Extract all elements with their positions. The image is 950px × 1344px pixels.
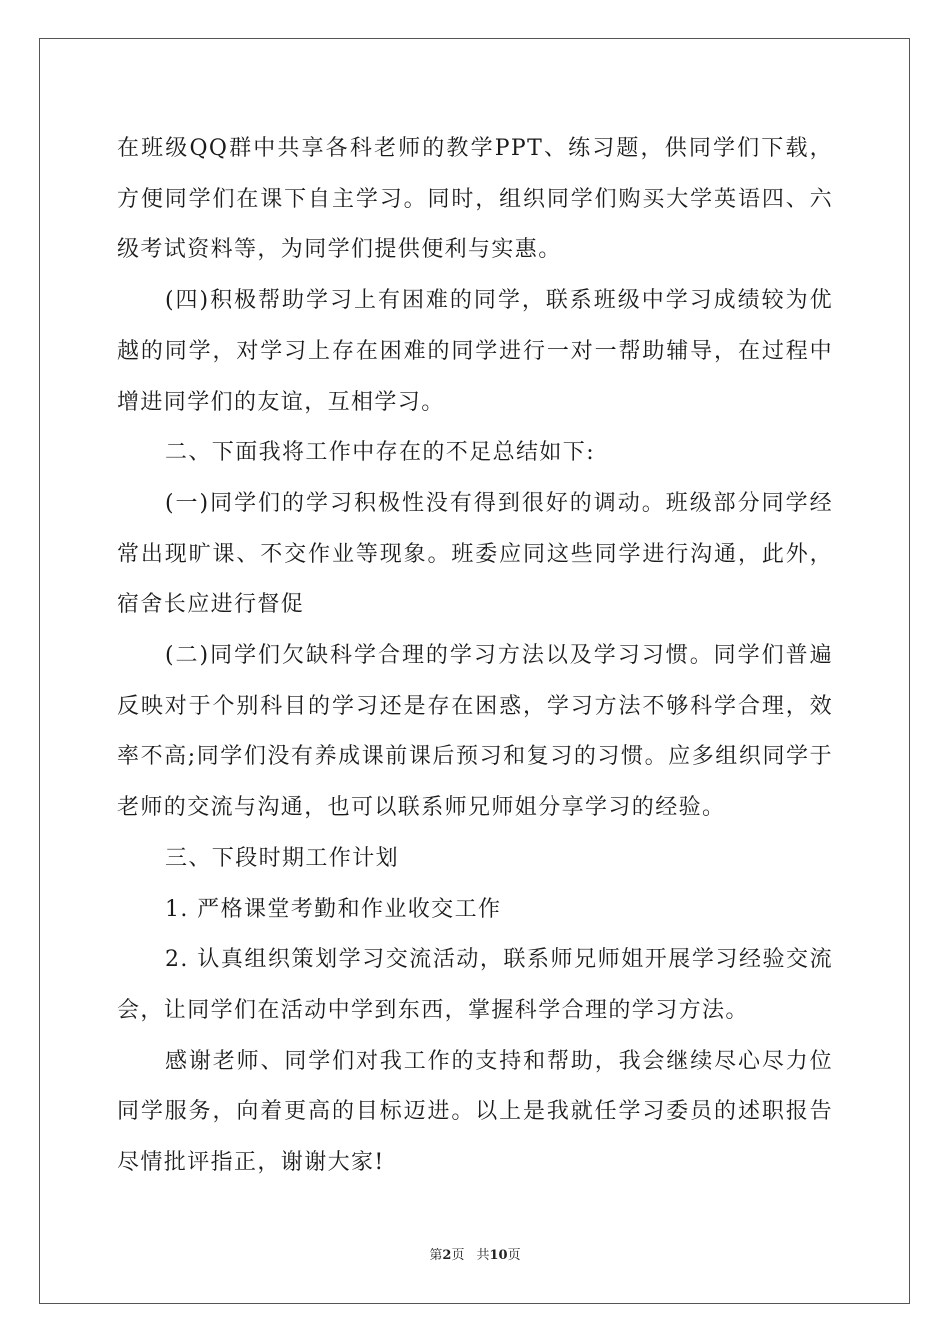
- paragraph-7-plan-item: 1. 严格课堂考勤和作业收交工作: [165, 896, 502, 922]
- total-page-number: 10: [489, 1248, 508, 1263]
- paragraph-9-closing: 感谢老师、同学们对我工作的支持和帮助，我会继续尽心尽力位同学服务，向着更高的目标迈进。以上是我就任学习委员的述职报告尽情批评指正，谢谢大家!: [117, 1048, 833, 1176]
- paragraph-8-plan-item: 2. 认真组织策划学习交流活动，联系师兄师姐开展学习经验交流会，让同学们在活动中学到东西，掌握科学合理的学习方法。: [117, 947, 833, 1023]
- paragraph-3-section-heading: 二、下面我将工作中存在的不足总结如下:: [165, 440, 596, 466]
- total-pages-label: 共10页: [476, 1248, 521, 1263]
- document-body: [117, 124, 833, 1189]
- paragraph-6-section-heading: 三、下段时期工作计划: [165, 845, 400, 871]
- page-number-label: 第2页: [429, 1248, 465, 1263]
- paragraph-4: (一)同学们的学习积极性没有得到很好的调动。班级部分同学经常出现旷课、不交作业等现象。班委应同这些同学进行沟通，此外，宿舍长应进行督促: [117, 490, 833, 618]
- paragraph-5: (二)同学们欠缺科学合理的学习方法以及学习习惯。同学们普遍反映对于个别科目的学习还是存在困惑，学习方法不够科学合理，效率不高;同学们没有养成课前课后预习和复习的习惯。应多组织同学于老师的交流与沟通，也可以联系师兄师姐分享学习的经验。: [117, 643, 833, 821]
- page-footer: [0, 1247, 950, 1265]
- paragraph-1: 在班级QQ群中共享各科老师的教学PPT、练习题，供同学们下载，方便同学们在课下自主学习。同时，组织同学们购买大学英语四、六级考试资料等，为同学们提供便利与实惠。: [117, 136, 833, 263]
- paragraph-2: (四)积极帮助学习上有困难的同学，联系班级中学习成绩较为优越的同学，对学习上存在困难的同学进行一对一帮助辅导，在过程中增进同学们的友谊，互相学习。: [117, 288, 833, 415]
- current-page-number: 2: [442, 1248, 452, 1263]
